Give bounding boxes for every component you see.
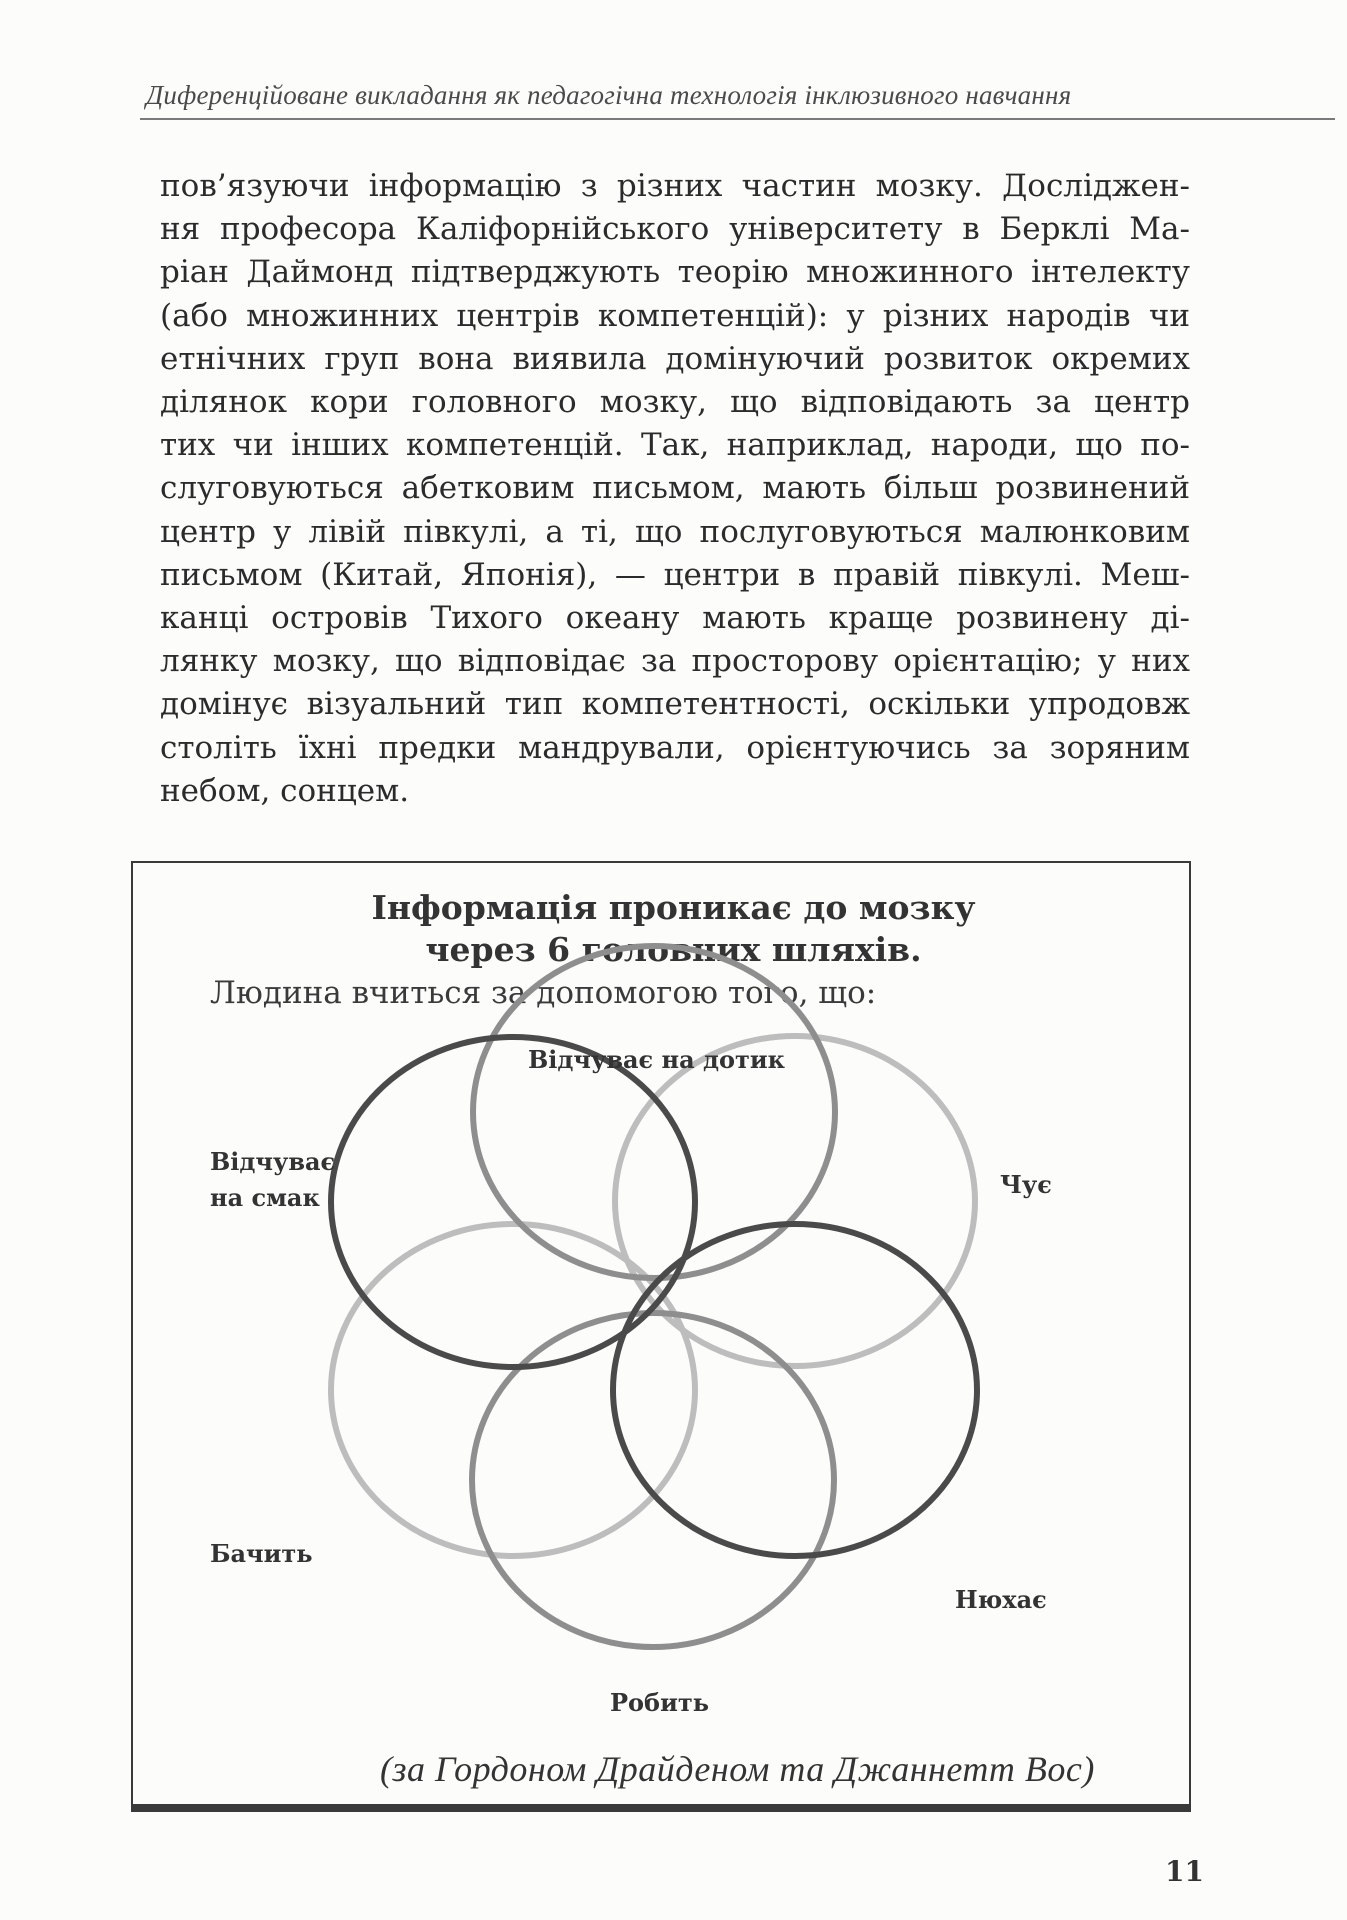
paragraph-line: (або множинних центрів компетенцій): у різних народів чи bbox=[160, 297, 1190, 334]
label-hear: Чує bbox=[1000, 1170, 1052, 1199]
running-header: Диференційоване викладання як педагогічна технологія інклюзивного навчання bbox=[146, 80, 1072, 110]
paragraph-line: письмом (Китай, Японія), — центри в правій півкулі. Меш- bbox=[160, 556, 1190, 593]
paragraph-line: домінує візуальний тип компетентності, оскільки упродовж bbox=[160, 686, 1190, 723]
paragraph-line: ріан Даймонд підтверджують теорію множинного інтелекту bbox=[160, 254, 1190, 291]
ellipse-taste bbox=[331, 1037, 695, 1367]
header-rule bbox=[140, 118, 1335, 120]
paragraph-line: канці островів Тихого океану мають краще розвинену ді- bbox=[160, 600, 1190, 637]
paragraph-line: лянку мозку, що відповідає за просторову орієнтацію; у них bbox=[160, 643, 1190, 680]
ellipse-see bbox=[331, 1224, 695, 1556]
body-paragraph bbox=[160, 165, 1190, 813]
paragraph-line: тих чи інших компетенцій. Так, наприклад, народи, що по- bbox=[160, 427, 1190, 464]
paragraph-line: століть їхні предки мандрували, орієнтуючись за зоряним bbox=[160, 729, 1190, 766]
figure-subtitle: Людина вчиться за допомогою того, що: bbox=[210, 975, 877, 1011]
figure-title-line-2: через 6 головних шляхів. bbox=[425, 930, 922, 969]
page-number: 11 bbox=[1165, 1855, 1204, 1888]
paragraph-line: ня професора Каліфорнійського університету в Берклі Ма- bbox=[160, 211, 1190, 248]
figure-title-line-1: Інформація проникає до мозку bbox=[371, 888, 976, 927]
paragraph-line: етнічних груп вона виявила домінуючий розвиток окремих bbox=[160, 340, 1190, 377]
ellipse-touch bbox=[473, 946, 835, 1278]
figure-caption: (за Гордоном Драйденом та Джаннетт Вос) bbox=[380, 1749, 1095, 1789]
label-see: Бачить bbox=[210, 1539, 313, 1568]
label-taste-line-1: Відчуває bbox=[210, 1147, 336, 1176]
paragraph-line: центр у лівій півкулі, а ті, що послуговуються малюнковим bbox=[160, 513, 1190, 550]
paragraph-line: пов’язуючи інформацію з різних частин мозку. Досліджен- bbox=[160, 168, 1190, 204]
label-do: Робить bbox=[610, 1688, 710, 1717]
label-smell: Нюхає bbox=[955, 1585, 1047, 1614]
paragraph-line: ділянок кори головного мозку, що відповідають за центр bbox=[160, 384, 1190, 421]
label-touch: Відчуває на дотик bbox=[528, 1045, 786, 1074]
paragraph-line: слуговуються абетковим письмом, мають більш розвинений bbox=[160, 470, 1190, 507]
ellipse-do bbox=[472, 1313, 834, 1647]
paragraph-line: небом, сонцем. bbox=[160, 772, 410, 809]
six-pathways-venn-diagram bbox=[131, 861, 1191, 1806]
ellipse-smell bbox=[613, 1224, 977, 1556]
label-taste-line-2: на смак bbox=[210, 1183, 320, 1212]
